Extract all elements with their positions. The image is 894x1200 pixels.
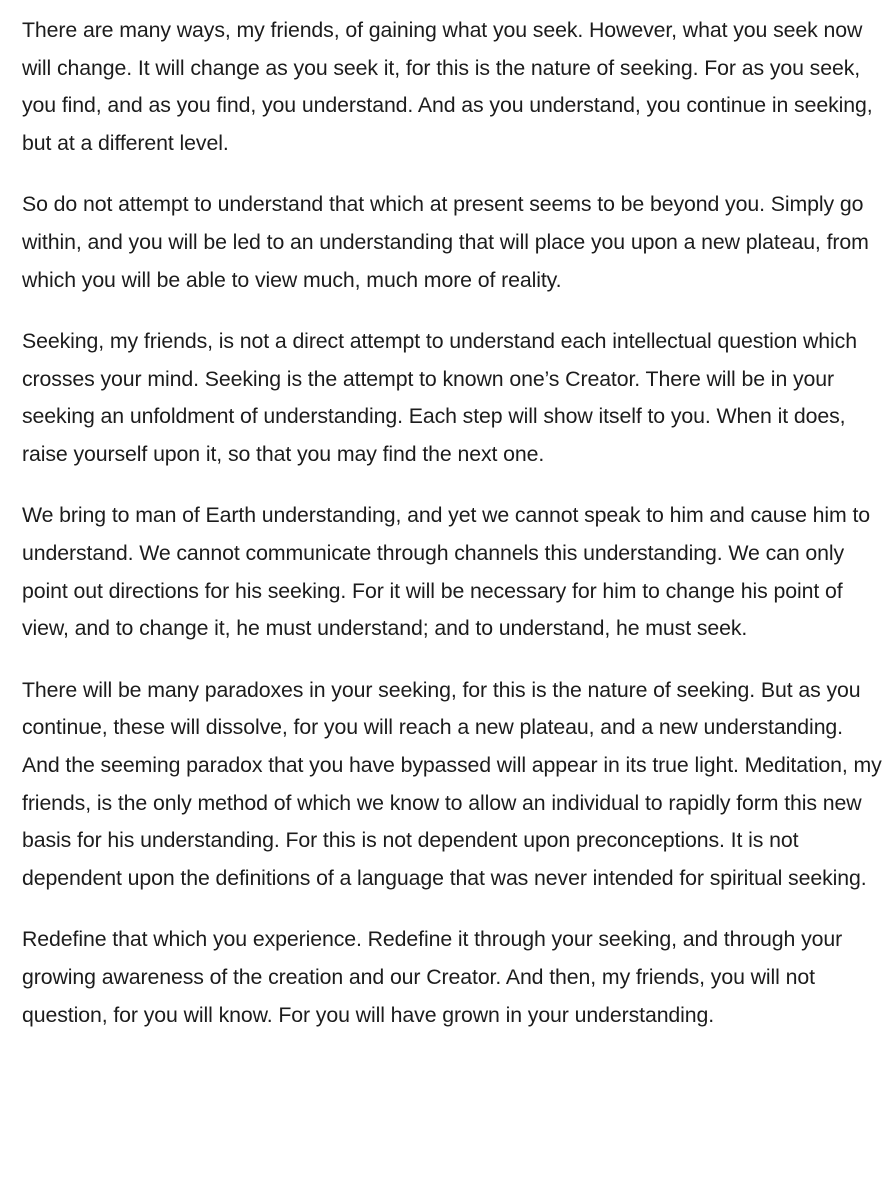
paragraph-6: Redefine that which you experience. Redefine it through your seeking, and through your growing awareness of the creation and our Creator. And then, my friends, you will not question, for you will know. For you will have grown in your understanding. — [22, 927, 843, 1027]
paragraph-4: We bring to man of Earth understanding, and yet we cannot speak to him and cause him to understand. We cannot communicate through channels this understanding. We can only point out directions for his seeking. For it will be necessary for him to change his point of view, and to change it, he must understand; and to understand, he must seek. — [22, 503, 871, 641]
paragraph-2: So do not attempt to understand that which at present seems to be beyond you. Simply go within, and you will be led to an understanding that will place you upon a new plateau, from which you will be able to view much, much more of reality. — [22, 192, 869, 292]
paragraph-1: There are many ways, my friends, of gaining what you seek. However, what you seek now will change. It will change as you seek it, for this is the nature of seeking. For as you seek, you find, and as you find, you understand. And as you understand, you continue in seeking, but at a different level. — [22, 18, 873, 156]
paragraph-5: There will be many paradoxes in your seeking, for this is the nature of seeking. But as you continue, these will dissolve, for you will reach a new plateau, and a new understanding. And the seeming paradox that you have bypassed will appear in its true light. Meditation, my friends, is the only method of which we know to allow an individual to rapidly form this new basis for his understanding. For this is not dependent upon preconceptions. It is not dependent upon the definitions of a language that was never intended for spiritual seeking. — [22, 677, 882, 891]
paragraph-3: Seeking, my friends, is not a direct attempt to understand each intellectual question which crosses your mind. Seeking is the attempt to known one’s Creator. There will be in your seeking an unfoldment of understanding. Each step will show itself to you. When it does, raise yourself upon it, so that you may find the next one. — [22, 328, 857, 467]
